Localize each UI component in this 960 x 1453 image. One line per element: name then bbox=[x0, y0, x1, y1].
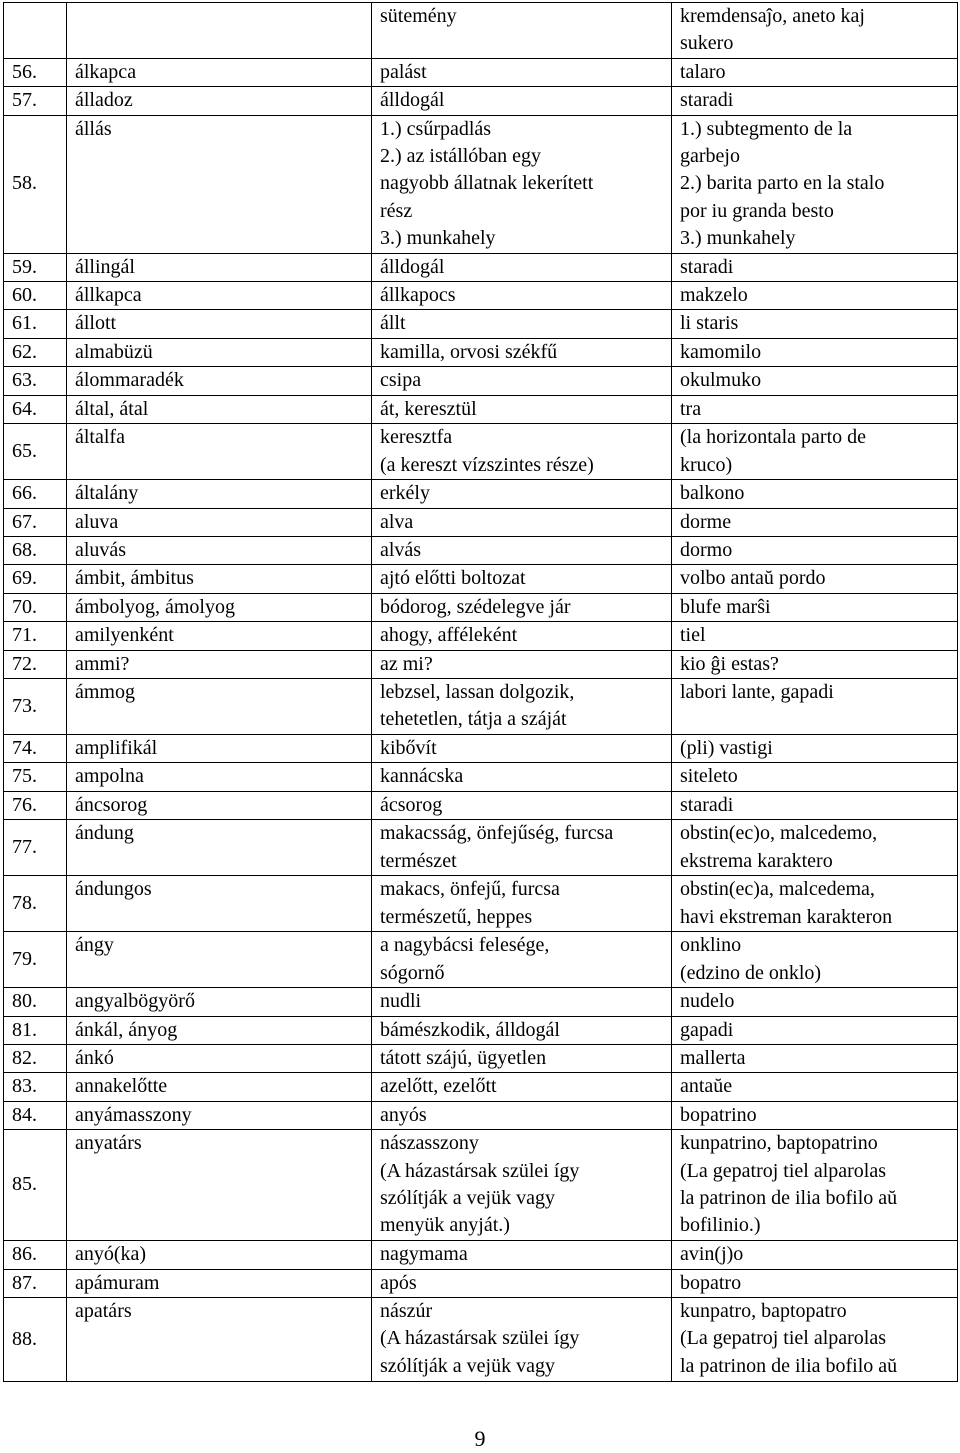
headword: ámmog bbox=[67, 678, 372, 734]
headword: apámuram bbox=[67, 1269, 372, 1297]
hungarian-meaning: erkély bbox=[372, 480, 672, 508]
entry-number: 88. bbox=[4, 1298, 67, 1382]
table-row bbox=[4, 791, 958, 819]
esperanto-meaning: tiel bbox=[672, 622, 958, 650]
entry-number: 70. bbox=[4, 593, 67, 621]
hungarian-meaning: makacsság, önfejűség, furcsa természet bbox=[372, 820, 672, 876]
headword: apatárs bbox=[67, 1298, 372, 1382]
entry-number: 76. bbox=[4, 791, 67, 819]
hungarian-meaning: após bbox=[372, 1269, 672, 1297]
table-row bbox=[4, 932, 958, 988]
hungarian-meaning: nudli bbox=[372, 988, 672, 1016]
dictionary-body bbox=[4, 3, 958, 1382]
table-row bbox=[4, 480, 958, 508]
hungarian-meaning: állt bbox=[372, 310, 672, 338]
esperanto-meaning: kunpatrino, baptopatrino (La gepatroj tiel alparolas la patrinon de ilia bofilo aŭ bofilinio.) bbox=[672, 1130, 958, 1241]
esperanto-meaning: (pli) vastigi bbox=[672, 734, 958, 762]
esperanto-meaning: okulmuko bbox=[672, 367, 958, 395]
esperanto-meaning: dorme bbox=[672, 508, 958, 536]
entry-number: 79. bbox=[4, 932, 67, 988]
hungarian-meaning: a nagybácsi felesége, sógornő bbox=[372, 932, 672, 988]
table-row bbox=[4, 367, 958, 395]
headword: amilyenként bbox=[67, 622, 372, 650]
headword: álkapca bbox=[67, 58, 372, 86]
entry-number: 77. bbox=[4, 820, 67, 876]
esperanto-meaning: 1.) subtegmento de la garbejo 2.) barita parto en la stalo por iu granda besto 3.) munkahely bbox=[672, 115, 958, 253]
headword: ámbolyog, ámolyog bbox=[67, 593, 372, 621]
entry-number: 62. bbox=[4, 338, 67, 366]
entry-number: 65. bbox=[4, 424, 67, 480]
hungarian-meaning: bámészkodik, álldogál bbox=[372, 1016, 672, 1044]
esperanto-meaning: mallerta bbox=[672, 1044, 958, 1072]
table-row bbox=[4, 536, 958, 564]
entry-number: 66. bbox=[4, 480, 67, 508]
esperanto-meaning: obstin(ec)a, malcedema, havi ekstreman karakteron bbox=[672, 876, 958, 932]
table-row bbox=[4, 58, 958, 86]
entry-number: 63. bbox=[4, 367, 67, 395]
hungarian-meaning: lebzsel, lassan dolgozik, tehetetlen, tátja a száját bbox=[372, 678, 672, 734]
table-row bbox=[4, 3, 958, 59]
headword: ángy bbox=[67, 932, 372, 988]
esperanto-meaning: (la horizontala parto de kruco) bbox=[672, 424, 958, 480]
headword: általány bbox=[67, 480, 372, 508]
esperanto-meaning: staradi bbox=[672, 791, 958, 819]
hungarian-meaning: nagymama bbox=[372, 1241, 672, 1269]
hungarian-meaning: csipa bbox=[372, 367, 672, 395]
headword: anyó(ka) bbox=[67, 1241, 372, 1269]
entry-number: 78. bbox=[4, 876, 67, 932]
headword: ámbit, ámbitus bbox=[67, 565, 372, 593]
page-number: 9 bbox=[474, 1426, 486, 1451]
headword: által, átal bbox=[67, 395, 372, 423]
table-row bbox=[4, 988, 958, 1016]
esperanto-meaning: dormo bbox=[672, 536, 958, 564]
entry-number: 68. bbox=[4, 536, 67, 564]
table-row bbox=[4, 734, 958, 762]
table-row bbox=[4, 1016, 958, 1044]
esperanto-meaning: siteleto bbox=[672, 763, 958, 791]
table-row bbox=[4, 1130, 958, 1241]
headword: amplifikál bbox=[67, 734, 372, 762]
table-row bbox=[4, 338, 958, 366]
hungarian-meaning: álldogál bbox=[372, 253, 672, 281]
headword: aluvás bbox=[67, 536, 372, 564]
entry-number: 75. bbox=[4, 763, 67, 791]
entry-number: 59. bbox=[4, 253, 67, 281]
headword: általfa bbox=[67, 424, 372, 480]
entry-number: 73. bbox=[4, 678, 67, 734]
esperanto-meaning: bopatrino bbox=[672, 1101, 958, 1129]
esperanto-meaning: gapadi bbox=[672, 1016, 958, 1044]
entry-number: 72. bbox=[4, 650, 67, 678]
hungarian-meaning: az mi? bbox=[372, 650, 672, 678]
hungarian-meaning: álldogál bbox=[372, 87, 672, 115]
headword: annakelőtte bbox=[67, 1073, 372, 1101]
entry-number: 85. bbox=[4, 1130, 67, 1241]
esperanto-meaning: staradi bbox=[672, 87, 958, 115]
entry-number: 56. bbox=[4, 58, 67, 86]
hungarian-meaning: nászasszony (A házastársak szülei így szólítják a vejük vagy menyük anyját.) bbox=[372, 1130, 672, 1241]
headword: almabüzü bbox=[67, 338, 372, 366]
esperanto-meaning: volbo antaŭ pordo bbox=[672, 565, 958, 593]
entry-number: 80. bbox=[4, 988, 67, 1016]
table-row bbox=[4, 1073, 958, 1101]
table-row bbox=[4, 1101, 958, 1129]
entry-number: 57. bbox=[4, 87, 67, 115]
hungarian-meaning: nászúr (A házastársak szülei így szólítják a vejük vagy bbox=[372, 1298, 672, 1382]
table-row bbox=[4, 1044, 958, 1072]
entry-number: 84. bbox=[4, 1101, 67, 1129]
entry-number: 83. bbox=[4, 1073, 67, 1101]
dictionary-table bbox=[3, 2, 958, 1382]
headword bbox=[67, 3, 372, 59]
headword: állkapca bbox=[67, 282, 372, 310]
esperanto-meaning: blufe marŝi bbox=[672, 593, 958, 621]
headword: áncsorog bbox=[67, 791, 372, 819]
hungarian-meaning: anyós bbox=[372, 1101, 672, 1129]
esperanto-meaning: bopatro bbox=[672, 1269, 958, 1297]
entry-number: 71. bbox=[4, 622, 67, 650]
headword: anyámasszony bbox=[67, 1101, 372, 1129]
hungarian-meaning: keresztfa (a kereszt vízszintes része) bbox=[372, 424, 672, 480]
hungarian-meaning: palást bbox=[372, 58, 672, 86]
esperanto-meaning: staradi bbox=[672, 253, 958, 281]
table-row bbox=[4, 253, 958, 281]
hungarian-meaning: ahogy, afféleként bbox=[372, 622, 672, 650]
table-row bbox=[4, 1241, 958, 1269]
hungarian-meaning: állkapocs bbox=[372, 282, 672, 310]
esperanto-meaning: antaŭe bbox=[672, 1073, 958, 1101]
table-row bbox=[4, 622, 958, 650]
table-row bbox=[4, 424, 958, 480]
table-row bbox=[4, 565, 958, 593]
table-row bbox=[4, 678, 958, 734]
table-row bbox=[4, 508, 958, 536]
headword: álladoz bbox=[67, 87, 372, 115]
hungarian-meaning: kibővít bbox=[372, 734, 672, 762]
headword: állás bbox=[67, 115, 372, 253]
headword: anyatárs bbox=[67, 1130, 372, 1241]
esperanto-meaning: kamomilo bbox=[672, 338, 958, 366]
headword: ammi? bbox=[67, 650, 372, 678]
table-row bbox=[4, 820, 958, 876]
hungarian-meaning: 1.) csűrpadlás 2.) az istállóban egy nagyobb állatnak lekerített rész 3.) munkahely bbox=[372, 115, 672, 253]
headword: ánkál, ányog bbox=[67, 1016, 372, 1044]
headword: ampolna bbox=[67, 763, 372, 791]
headword: aluva bbox=[67, 508, 372, 536]
table-row bbox=[4, 1269, 958, 1297]
hungarian-meaning: sütemény bbox=[372, 3, 672, 59]
entry-number: 64. bbox=[4, 395, 67, 423]
esperanto-meaning: kremdensaĵo, aneto kaj sukero bbox=[672, 3, 958, 59]
table-row bbox=[4, 310, 958, 338]
table-row bbox=[4, 282, 958, 310]
entry-number: 87. bbox=[4, 1269, 67, 1297]
hungarian-meaning: ajtó előtti boltozat bbox=[372, 565, 672, 593]
hungarian-meaning: makacs, önfejű, furcsa természetű, heppes bbox=[372, 876, 672, 932]
hungarian-meaning: bódorog, szédelegve jár bbox=[372, 593, 672, 621]
esperanto-meaning: balkono bbox=[672, 480, 958, 508]
entry-number bbox=[4, 3, 67, 59]
entry-number: 86. bbox=[4, 1241, 67, 1269]
hungarian-meaning: kannácska bbox=[372, 763, 672, 791]
headword: ándungos bbox=[67, 876, 372, 932]
entry-number: 61. bbox=[4, 310, 67, 338]
esperanto-meaning: tra bbox=[672, 395, 958, 423]
table-row bbox=[4, 115, 958, 253]
hungarian-meaning: ácsorog bbox=[372, 791, 672, 819]
entry-number: 82. bbox=[4, 1044, 67, 1072]
entry-number: 69. bbox=[4, 565, 67, 593]
headword: állingál bbox=[67, 253, 372, 281]
entry-number: 67. bbox=[4, 508, 67, 536]
table-row bbox=[4, 87, 958, 115]
table-row bbox=[4, 650, 958, 678]
esperanto-meaning: li staris bbox=[672, 310, 958, 338]
entry-number: 74. bbox=[4, 734, 67, 762]
headword: ánkó bbox=[67, 1044, 372, 1072]
table-row bbox=[4, 1298, 958, 1382]
table-row bbox=[4, 763, 958, 791]
table-row bbox=[4, 593, 958, 621]
table-row bbox=[4, 876, 958, 932]
entry-number: 81. bbox=[4, 1016, 67, 1044]
hungarian-meaning: alvás bbox=[372, 536, 672, 564]
hungarian-meaning: kamilla, orvosi székfű bbox=[372, 338, 672, 366]
entry-number: 60. bbox=[4, 282, 67, 310]
table-row bbox=[4, 395, 958, 423]
hungarian-meaning: alva bbox=[372, 508, 672, 536]
hungarian-meaning: azelőtt, ezelőtt bbox=[372, 1073, 672, 1101]
esperanto-meaning: onklino (edzino de onklo) bbox=[672, 932, 958, 988]
entry-number: 58. bbox=[4, 115, 67, 253]
headword: angyalbögyörő bbox=[67, 988, 372, 1016]
esperanto-meaning: avin(j)o bbox=[672, 1241, 958, 1269]
esperanto-meaning: labori lante, gapadi bbox=[672, 678, 958, 734]
hungarian-meaning: tátott szájú, ügyetlen bbox=[372, 1044, 672, 1072]
esperanto-meaning: makzelo bbox=[672, 282, 958, 310]
esperanto-meaning: kunpatro, baptopatro (La gepatroj tiel alparolas la patrinon de ilia bofilo aŭ bbox=[672, 1298, 958, 1382]
esperanto-meaning: talaro bbox=[672, 58, 958, 86]
esperanto-meaning: nudelo bbox=[672, 988, 958, 1016]
esperanto-meaning: obstin(ec)o, malcedemo, ekstrema karaktero bbox=[672, 820, 958, 876]
hungarian-meaning: át, keresztül bbox=[372, 395, 672, 423]
headword: álommaradék bbox=[67, 367, 372, 395]
esperanto-meaning: kio ĝi estas? bbox=[672, 650, 958, 678]
headword: állott bbox=[67, 310, 372, 338]
headword: ándung bbox=[67, 820, 372, 876]
